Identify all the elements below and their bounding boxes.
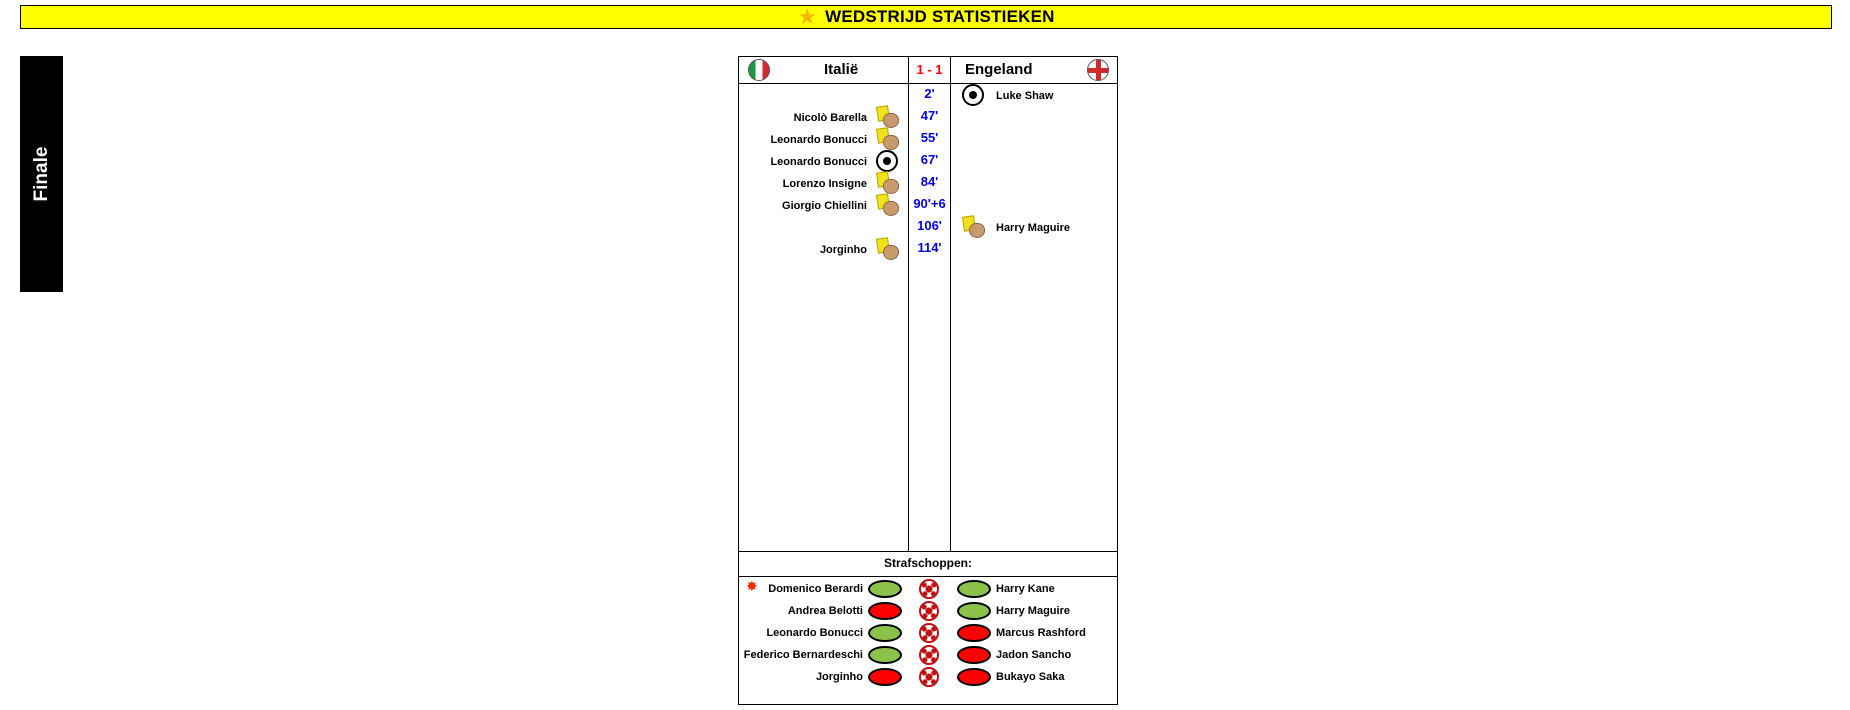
yellow-card-icon xyxy=(962,216,984,238)
penalty-away-player: Harry Kane xyxy=(996,583,1055,595)
event-minute: 67' xyxy=(920,152,939,167)
event-player: Leonardo Bonucci xyxy=(770,134,867,146)
event-minute: 47' xyxy=(920,108,939,123)
penalty-home-player: Federico Bernardeschi xyxy=(743,649,863,661)
penalty-scored-icon xyxy=(868,580,902,598)
penalty-scored-icon xyxy=(957,580,991,598)
penalty-ball-icon xyxy=(919,645,939,665)
penalty-missed-icon xyxy=(957,646,991,664)
penalty-ball-icon xyxy=(919,623,939,643)
star-icon: ★ xyxy=(797,4,818,29)
soccer-ball-icon xyxy=(876,150,898,172)
penalty-away-player: Jadon Sancho xyxy=(996,649,1072,661)
penalty-home-player: Jorginho xyxy=(815,671,863,683)
column-divider xyxy=(950,57,951,551)
event-minute: 55' xyxy=(920,130,939,145)
penalty-away-player: Harry Maguire xyxy=(996,605,1070,617)
penalty-missed-icon xyxy=(868,602,902,620)
home-team-header xyxy=(739,57,908,83)
event-minute: 106' xyxy=(917,218,942,233)
penalty-away-player: Bukayo Saka xyxy=(996,671,1065,683)
event-player: Leonardo Bonucci xyxy=(770,156,867,168)
side-tab-finale[interactable] xyxy=(20,56,63,292)
penalty-ball-icon xyxy=(919,579,939,599)
penalty-scored-icon xyxy=(868,624,902,642)
match-score: 1 - 1 xyxy=(916,62,943,77)
event-minute: 84' xyxy=(920,174,939,189)
yellow-card-icon xyxy=(876,238,898,260)
event-player: Harry Maguire xyxy=(996,222,1070,234)
england-flag-icon xyxy=(1087,59,1109,81)
home-team-name: Italië xyxy=(824,61,859,78)
penalty-divider xyxy=(739,576,1117,577)
event-player: Giorgio Chiellini xyxy=(782,200,867,212)
penalty-missed-icon xyxy=(868,668,902,686)
penalties-title: Strafschoppen: xyxy=(883,556,972,570)
header-divider xyxy=(739,83,1117,84)
soccer-ball-icon xyxy=(962,84,984,106)
header-bar xyxy=(20,5,1832,29)
penalty-home-player: Domenico Berardi xyxy=(768,583,863,595)
penalty-ball-icon xyxy=(919,601,939,621)
away-team-name: Engeland xyxy=(965,61,1033,78)
penalty-away-player: Marcus Rashford xyxy=(996,627,1086,639)
penalty-missed-icon xyxy=(957,668,991,686)
side-tab-label: Finale xyxy=(30,146,52,202)
penalty-home-player: Andrea Belotti xyxy=(787,605,863,617)
yellow-card-icon xyxy=(876,128,898,150)
first-taker-icon: ✸ xyxy=(746,578,758,594)
event-minute: 2' xyxy=(924,86,935,101)
italy-flag-icon xyxy=(748,59,770,81)
yellow-card-icon xyxy=(876,194,898,216)
away-team-header xyxy=(951,57,1117,83)
event-player: Luke Shaw xyxy=(996,90,1054,102)
page-title: WEDSTRIJD STATISTIEKEN xyxy=(825,7,1055,26)
event-minute: 90'+6 xyxy=(913,196,946,211)
event-player: Nicolò Barella xyxy=(793,112,867,124)
penalty-missed-icon xyxy=(957,624,991,642)
yellow-card-icon xyxy=(876,106,898,128)
match-stats-panel xyxy=(738,56,1118,705)
yellow-card-icon xyxy=(876,172,898,194)
penalty-ball-icon xyxy=(919,667,939,687)
penalty-scored-icon xyxy=(957,602,991,620)
penalty-scored-icon xyxy=(868,646,902,664)
event-player: Lorenzo Insigne xyxy=(782,178,867,190)
event-player: Jorginho xyxy=(819,244,867,256)
event-minute: 114' xyxy=(917,240,942,255)
penalty-home-player: Leonardo Bonucci xyxy=(766,627,863,639)
